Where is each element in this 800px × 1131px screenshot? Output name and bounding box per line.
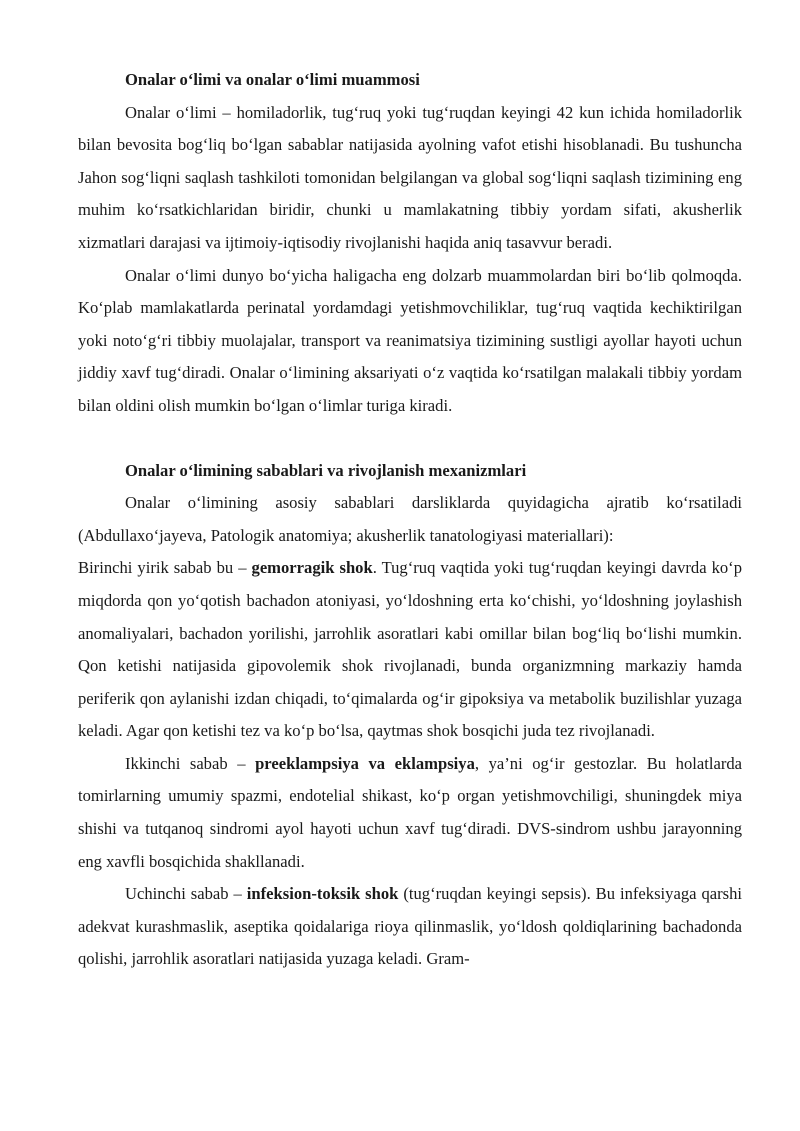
section-heading-maternal-mortality: Onalar o‘limi va onalar o‘limi muammosi (125, 70, 420, 89)
paragraph-definition: Onalar o‘limi – homiladorlik, tug‘ruq yoki tug‘ruqdan keyingi 42 kun ichida homiladorlik bilan bevosita bog‘liq bo‘lgan sabablar natijasida ayolning vafot etishi hisoblanadi. Bu tushuncha Jahon sog‘liqni saqlash tashkiloti tomonidan belgilangan va global sog‘liqni saqlash tizimining eng muhim ko‘rsatkichlaridan biridir, chunki u mamlakatning tibbiy yordam sifati, akusherlik xizmatlari darajasi va ijtimoiy-iqtisodiy rivojlanishi haqida aniq tasavvur beradi. (78, 102, 742, 252)
document-page (78, 64, 742, 976)
text-run: Birinchi yirik sabab bu – (78, 558, 252, 578)
text-run: Ikkinchi sabab – (125, 753, 256, 773)
text-run: Uchinchi sabab – (125, 884, 247, 904)
paragraph-global-problem: Onalar o‘limi dunyo bo‘yicha haligacha eng dolzarb muammolardan biri bo‘lib qolmoqda. Ko‘plab mamlakatlarda perinatal yordamdagi yetishmovchiliklar, tug‘ruq vaqtida kechiktirilgan yoki noto‘g‘ri tibbiy muolajalar, transport va reanimatsiya tizimining sustligi ayollar hayoti uchun jiddiy xavf tug‘diradi. Onalar o‘limining aksariyati o‘z vaqtida ko‘rsatilgan malakali tibbiy yordam bilan oldini olish mumkin bo‘lgan o‘limlar turiga kiradi. (78, 265, 742, 415)
paragraph-cause-preeclampsia (78, 748, 742, 878)
paragraph-cause-hemorrhagic (78, 552, 742, 748)
term-preeclampsia: preeklampsiya va eklampsiya (255, 753, 475, 773)
term-infectious-toxic-shock: infeksion-toksik shok (246, 884, 399, 904)
section-spacer (78, 423, 742, 455)
text-run: . Tug‘ruq vaqtida yoki tug‘ruqdan keyingi davrda ko‘p miqdorda qon yo‘qotish bachadon atoniyasi, yo‘ldoshning erta ko‘chishi, yo‘ldoshning joylashish anomaliyalari, bachadon yorilishi, jarrohlik asoratlari kabi omillar bilan bog‘liq bo‘lishi mumkin. Qon ketishi natijasida gipovolemik shok rivojlanadi, bunda organizmning markaziy hamda periferik qon aylanishi izdan chiqadi, to‘qimalarda og‘ir gipoksiya va metabolik buzilishlar yuzaga keladi. Agar qon ketishi tez va ko‘p bo‘lsa, qaytmas shok bosqichi juda tez rivojlanadi. (78, 558, 742, 741)
term-hemorrhagic-shock: gemorragik shok (251, 558, 373, 578)
text-run: (tug‘ruqdan keyingi sepsis). Bu infeksiyaga qarshi adekvat kurashmaslik, aseptika qoidalariga rioya qilinmaslik, yo‘ldosh qoldiqlarining bachadonda qolishi, jarrohlik asoratlari natijasida yuzaga keladi. Gram- (78, 884, 742, 969)
text-run: , ya’ni og‘ir gestozlar. Bu holatlarda tomirlarning umumiy spazmi, endotelial shikast, ko‘p organ yetishmovchiligi, shuningdek miya shishi va tutqanoq sindromi ayol hayoti uchun xavf tug‘diradi. DVS-sindrom ushbu jarayonning eng xavfli bosqichida shakllanadi. (78, 753, 743, 871)
paragraph-cause-septic-shock (78, 878, 742, 976)
paragraph-causes-intro: Onalar o‘limining asosiy sabablari darsliklarda quyidagicha ajratib ko‘rsatiladi (Abdullaxo‘jayeva, Patologik anatomiya; akusherlik tanatologiyasi materiallari): (78, 493, 742, 545)
section-heading-causes: Onalar o‘limining sabablari va rivojlanish mexanizmlari (125, 460, 527, 480)
